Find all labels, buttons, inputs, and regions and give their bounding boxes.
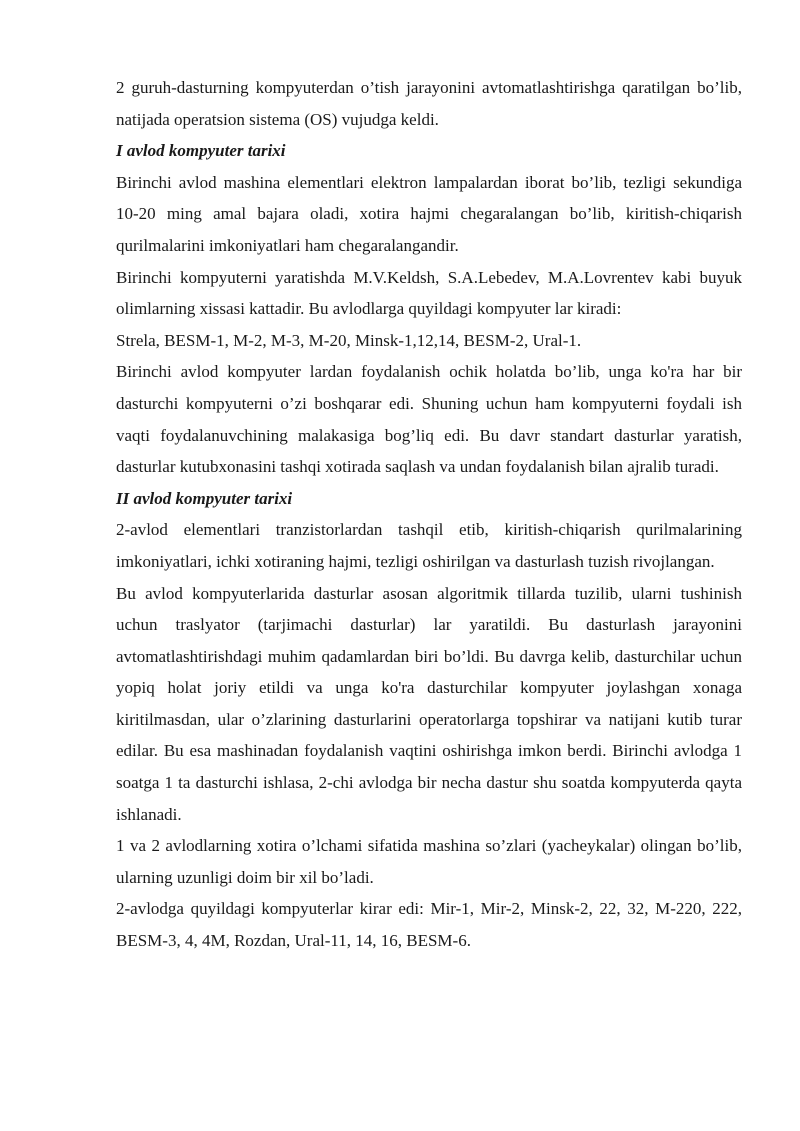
- paragraph: Strela, BESM-1, M-2, M-3, M-20, Minsk-1,12,14, BESM-2, Ural-1.: [116, 330, 582, 350]
- document-page: [116, 72, 742, 957]
- paragraph: Birinchi avlod kompyuter lardan foydalanish ochik holatda bo’lib, unga ko'ra har bir dasturchi kompyuterni o’zi boshqarar edi. Shuning uchun ham kompyuterni foydali ish vaqti foydalanuvchining malakasiga bog’liq edi. Bu davr standart dasturlar yaratish, dasturlar kutubxonasini tashqi xotirada saqlash va undan foydalanish bilan ajralib turadi.: [116, 362, 742, 477]
- paragraph: Birinchi kompyuterni yaratishda M.V.Keldsh, S.A.Lebedev, M.A.Lovrentev kabi buyuk olimlarning xissasi kattadir. Bu avlodlarga quyildagi kompyuter lar kiradi:: [116, 267, 742, 319]
- paragraph: Birinchi avlod mashina elementlari elektron lampalardan iborat bo’lib, tezligi sekundiga 10-20 ming amal bajara oladi, xotira hajmi chegaralangan bo’lib, kiritish-chiqarish qurilmalarini imkoniyatlari ham chegaralangandir.: [116, 172, 742, 255]
- section-heading: I avlod kompyuter tarixi: [116, 141, 286, 161]
- paragraph: 1 va 2 avlodlarning xotira o’lchami sifatida mashina so’zlari (yacheykalar) olingan bo’lib, ularning uzunligi doim bir xil bo’ladi.: [116, 836, 742, 887]
- paragraph: 2-avlod elementlari tranzistorlardan tashqil etib, kiritish-chiqarish qurilmalarining imkoniyatlari, ichki xotiraning hajmi, tezligi oshirilgan va dasturlash tuzish rivojlangan.: [116, 520, 742, 571]
- paragraph: Bu avlod kompyuterlarida dasturlar asosan algoritmik tillarda tuzilib, ularni tushinish uchun traslyator (tarjimachi dasturlar) lar yaratildi. Bu dasturlash jarayonini avtomatlashtirishdagi muhim qadamlardan biri bo’ldi. Bu davrga kelib, dasturchilar uchun yopiq holat joriy etildi va unga ko'ra dasturchilar kompyuter joylashgan xonaga kiritilmasdan, ular o’zlarining dasturlarini operatorlarga topshirar va natijani kutib turar edilar. Bu esa mashinadan foydalanish vaqtini oshirishga imkon berdi. Birinchi avlodga 1 soatga 1 ta dasturchi ishlasa, 2-chi avlodga bir necha dastur shu soatda kompyuterda qayta ishlanadi.: [116, 583, 742, 824]
- section-heading: II avlod kompyuter tarixi: [116, 488, 293, 508]
- paragraph: 2-avlodga quyildagi kompyuterlar kirar edi: Mir-1, Mir-2, Minsk-2, 22, 32, M-220, 222, BESM-3, 4, 4M, Rozdan, Ural-11, 14, 16, BESM-6.: [116, 899, 742, 951]
- paragraph: 2 guruh-dasturning kompyuterdan o’tish jarayonini avtomatlashtirishga qaratilgan bo’lib, natijada operatsion sistema (OS) vujudga keldi.: [116, 78, 742, 129]
